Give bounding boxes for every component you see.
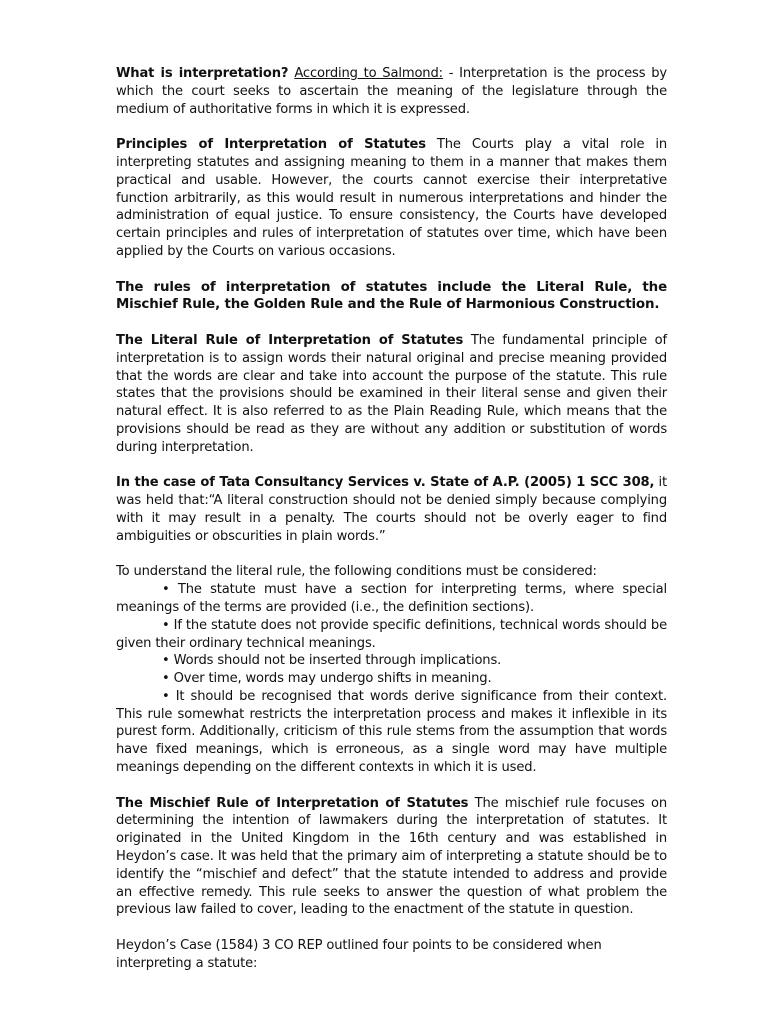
source-salmond: According to Salmond: [294, 66, 443, 81]
condition-item-4: • Over time, words may undergo shifts in meaning. [162, 671, 492, 687]
condition-item-3: • Words should not be inserted through implications. [162, 653, 502, 669]
heading-what-is-interpretation: What is interpretation? [116, 66, 289, 81]
para-mischief-rule [116, 795, 667, 920]
text-mischief-rule: The mischief rule focuses on determining the intention of lawmakers during the interpretation of statutes. It originated in the United Kingdom in the 16th century and was established in Heydon’s case. It was held that the primary aim of interpreting a statute should be to identify the “mischief and defect” that the statute intended to address and provide an effective remedy. This rule seeks to answer the question of what problem the previous law failed to cover, leading to the enactment of the statute in question. [116, 795, 667, 918]
text-tata-case: it was held that:“A literal construction should not be denied simply because complying with it may result in a penalty. The courts should not be overly eager to find ambiguities or obscurities in plain words.” [116, 475, 668, 544]
para-tata-case [116, 474, 667, 545]
heading-principles: Principles of Interpretation of Statutes [116, 137, 426, 153]
heading-literal-rule: The Literal Rule of Interpretation of Statutes [116, 332, 464, 348]
heading-tata-case: In the case of Tata Consultancy Services v. State of A.P. (2005) 1 SCC 308, [116, 475, 655, 491]
text-principles: The Courts play a vital role in interpreting statutes and assigning meaning to them in a manner that makes them practical and usable. However, the courts cannot exercise their interpretative function arbitrarily, as this would result in numerous interpretations and hinder the administration of equal justice. To ensure consistency, the Courts have developed certain principles and rules of interpretation of statutes over time, which have been applied by the Courts on various occasions. [116, 137, 667, 259]
text-what-is-interpretation: - Interpretation is the process by which the court seeks to ascertain the meaning of the legislature through the medium of authoritative forms in which it is expressed. [116, 66, 667, 117]
condition-item-5: • It should be recognised that words derive significance from their context. This rule somewhat restricts the interpretation process and makes it inflexible in its purest form. Additionally, criticism of this rule stems from the assumption that words have fixed meanings, which is erroneous, as a single word may have multiple meanings depending on the different contexts in which it is used. [116, 688, 667, 776]
condition-item-2: • If the statute does not provide specific definitions, technical words should be given their ordinary technical meanings. [116, 617, 667, 651]
para-rules-intro: The rules of interpretation of statutes include the Literal Rule, the Mischief Rule, the Golden Rule and the Rule of Harmonious Construction. [116, 279, 667, 313]
para-literal-rule [116, 332, 667, 457]
condition-item-1: • The statute must have a section for interpreting terms, where special meanings of the terms are provided (i.e., the definition sections). [116, 582, 667, 615]
para-heydon-case: Heydon’s Case (1584) 3 CO REP outlined four points to be considered when interpreting a statute: [116, 938, 602, 971]
para-what-is-interpretation [116, 65, 667, 118]
para-principles [116, 136, 667, 261]
heading-mischief-rule: The Mischief Rule of Interpretation of Statutes [116, 795, 469, 811]
conditions-intro: To understand the literal rule, the following conditions must be considered: [116, 564, 597, 580]
text-literal-rule: The fundamental principle of interpretation is to assign words their natural original and precise meaning provided that the words are clear and take into account the purpose of the statute. This rule states that the provisions should be examined in their literal sense and given their natural effect. It is also referred to as the Plain Reading Rule, which means that the provisions should be read as they are without any addition or substitution of words during interpretation. [116, 332, 667, 455]
